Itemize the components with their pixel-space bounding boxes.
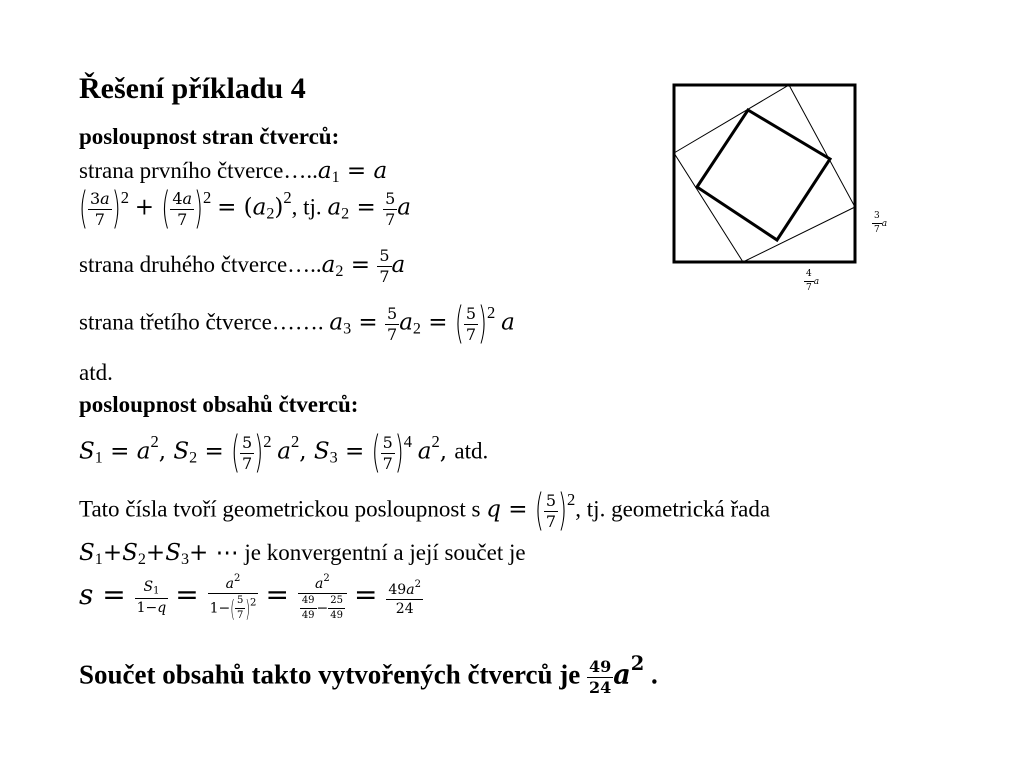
tj-label: , tj. [291,194,322,220]
geometric-line: Tato čísla tvoří geometrickou posloupnost s q = ( $\frac{5}{7}$ )$^2$, tj. geometrická řada [79,486,771,536]
areas-line: $S_1 = a^2$, $S_2$ = ( $\frac{5}{7}$ )$^2$ $a^2$, $S_3$ = ( $\frac{5}{7}$ )$^4$ $a^2$, atd. [79,428,489,478]
second-side-line: strana druhého $čtverce\dots..a_2$ = $\frac{5}{7}$ a [79,246,406,286]
label-three-sevenths: $\frac{3}{7}$ a [874,211,888,235]
first-side-label: strana prvního čtverce….. [79,158,318,183]
areas-atd: atd. [454,438,489,464]
first-side-line: strana prvního $čtverce\dots..a_1 = a$ [79,158,388,187]
pythagoras-line: ( $\frac{3a}{7}$ )$^2$ + ( $\frac{4a}{7}$ )$^2 = (a_2)^2$, tj. $a_2$ = $\frac{5}{7}$ a [79,184,412,234]
second-square [674,85,855,262]
conclusion-end: . [651,659,658,690]
areas-heading: posloupnost obsahů čtverců: [79,392,359,417]
label-four-sevenths: $\frac{4}{7}$ a [806,269,820,293]
series-line: $S_1+S_2+S_3+$ ⋯ je konvergentní a její součet je [79,540,526,569]
series-text: je konvergentní a její součet je [238,540,526,565]
nested-squares-figure [660,78,900,308]
second-side-label: strana druhého čtverce….. [79,251,322,277]
third-side-label: strana třetího čtverce……. [79,309,324,335]
sides-heading: posloupnost stran čtverců: [79,124,340,149]
geometric-text-before: Tato čísla tvoří geometrickou posloupnost s [79,496,481,522]
conclusion-text: Součet obsahů takto vytvořených čtverců je [79,659,581,690]
outer-square [674,85,855,262]
conclusion-line: Součet obsahů takto vytvořených čtverců je $\frac{49}{24}$ $a^2$ . [79,652,658,697]
geometric-text-after: , tj. geometrická řada [575,496,771,522]
sides-atd: atd. [79,360,113,385]
sum-formula: s = $\frac{S_1}{1-q}$ = $a^2$ 1−( $\frac{5}{7}$ )$^2$ = $a^2$ $\frac{49}{49}$ − $\frac{25}{49}$ = $\frac{49a^2}{24}$ [79,573,421,622]
page-title: Řešení příkladu 4 [79,72,306,105]
third-side-line: strana třetího čtverce……. $a_3$ = $\frac{5}{7}$ $a_2$ = ( $\frac{5}{7}$ )$^2$ a [79,299,515,349]
